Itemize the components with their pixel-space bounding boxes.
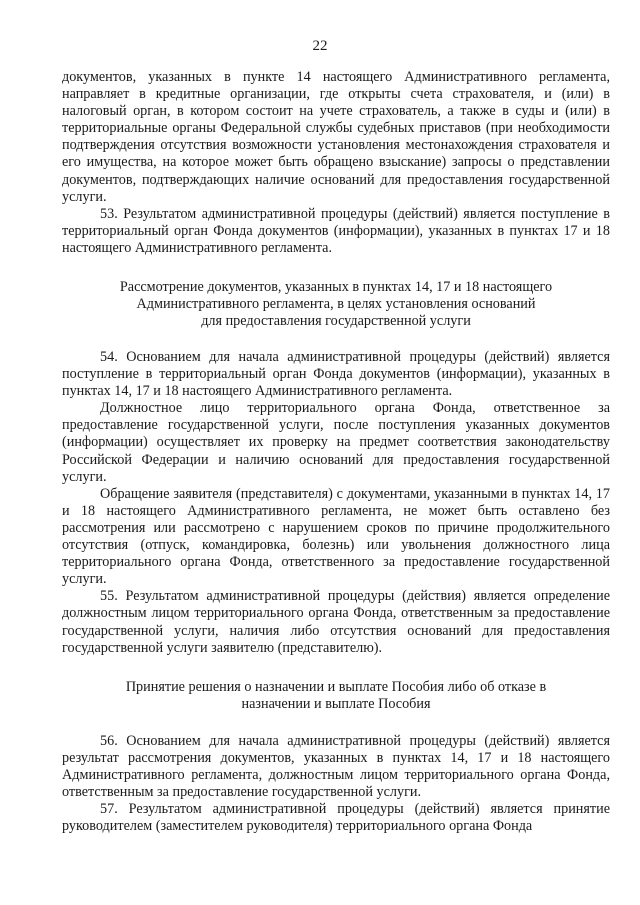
heading-line: назначении и выплате Пособия <box>241 696 431 713</box>
paragraph-54: 54. Основанием для начала административной процедуры (действий) является поступление в территориальный орган Фонда документов (информации), указанных в пунктах 14, 17 и 18 настоящего Административного регламента. <box>62 349 610 400</box>
heading-line: Принятие решения о назначении и выплате Пособия либо об отказе в <box>125 679 547 695</box>
page-number: 22 <box>312 38 328 54</box>
section-heading-decision <box>62 679 610 713</box>
paragraph-official-check: Должностное лицо территориального органа Фонда, ответственное за предоставление государственной услуги, после поступления указанных документов (информации) осуществляет их проверку на предмет соответствия законодательству Российской Федерации и наличию оснований для предоставления государственной услуги. <box>62 400 610 485</box>
heading-line: Административного регламента, в целях установления оснований <box>136 296 536 313</box>
paragraph-applicant-appeal: Обращение заявителя (представителя) с документами, указанными в пунктах 14, 17 и 18 настоящего Административного регламента, не может быть оставлено без рассмотрения или рассмотрено с нарушением сроков по причине продолжительного отсутствия (отпуск, командировка, болезнь) или увольнения должностного лица территориального органа Фонда, ответственного за предоставление государственной услуги. <box>62 485 610 588</box>
paragraph-continuation: документов, указанных в пункте 14 настоящего Административного регламента, направляет в кредитные организации, где открыты счета страхователя, и (или) в налоговый орган, в котором состоит на учете страхователь, а также в суды и (или) в территориальные органы Федеральной службы судебных приставов (при необходимости подтверждения отсутствия возможности установления местонахождения страхователя и его имущества, на которое может быть обращено взыскание) запросы о представлении документов, подтверждающих наличие оснований для предоставления государственной услуги. <box>62 69 610 205</box>
heading-line: для предоставления государственной услуги <box>201 313 471 330</box>
paragraph-55: 55. Результатом административной процедуры (действия) является определение должностным лицом территориального органа Фонда, ответственным за предоставление государственной услуги, наличия либо отсутствия оснований для предоставления государственной услуги заявителю (представителю). <box>62 588 610 656</box>
heading-line: Рассмотрение документов, указанных в пунктах 14, 17 и 18 настоящего <box>119 279 553 295</box>
section-heading-review <box>62 279 610 330</box>
text-block-3 <box>62 733 610 836</box>
paragraph-56: 56. Основанием для начала административной процедуры (действий) является результат рассмотрения документов, указанных в пунктах 14, 17 и 18 настоящего Административного регламента, должностным лицом территориального органа Фонда, ответственным за предоставление государственной услуги. <box>62 733 610 801</box>
paragraph-57: 57. Результатом административной процедуры (действий) является принятие руководителем (заместителем руководителя) территориального органа Фонда <box>62 801 610 835</box>
text-block-2 <box>62 349 610 657</box>
paragraph-53: 53. Результатом административной процедуры (действий) является поступление в территориальный орган Фонда документов (информации), указанных в пунктах 17 и 18 настоящего Административного регламента. <box>62 205 610 256</box>
text-block-1 <box>62 69 610 257</box>
